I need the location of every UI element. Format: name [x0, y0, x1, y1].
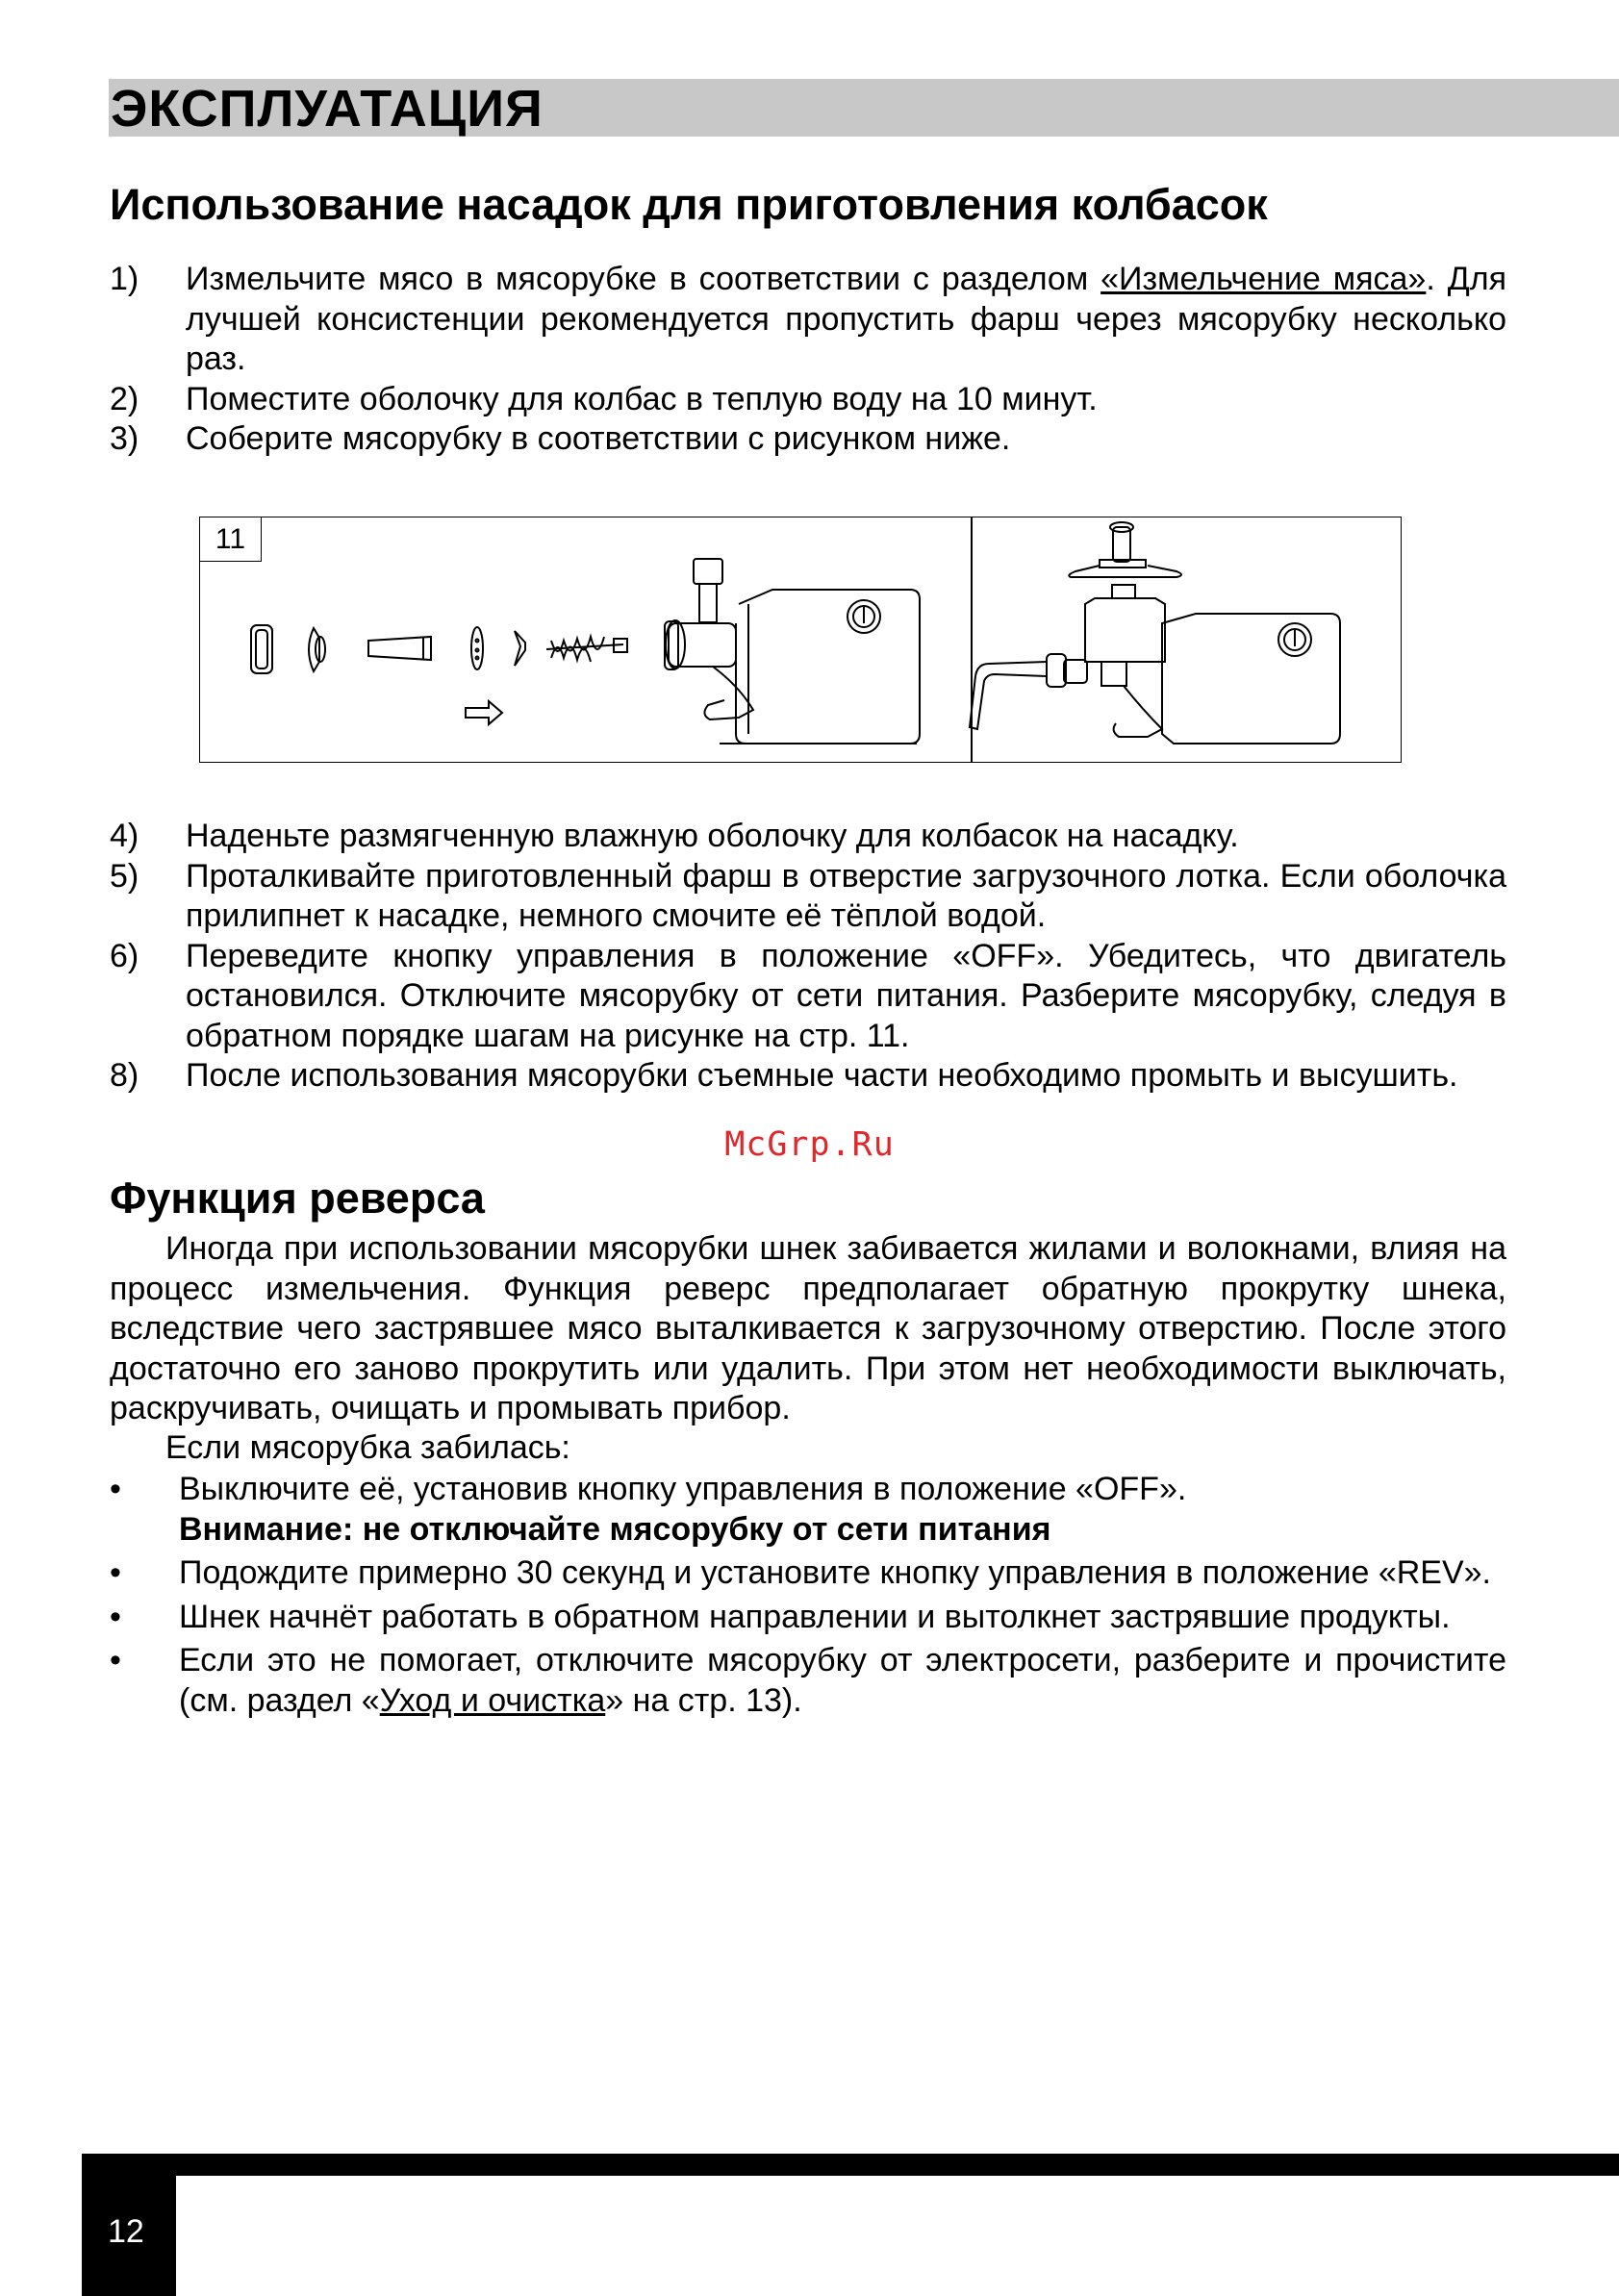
step-text-after: . Для лучшей консистенции рекомендуется пропустить фарш через мясорубку несколько раз. — [186, 261, 1506, 377]
step-number: 4) — [110, 818, 139, 854]
list-item — [110, 380, 1506, 420]
reverse-paragraph: Иногда при использовании мясорубки шнек забивается жилами и волокнами, влияя на процесс измельчения. Функция реверс предполагает обратную прокрутку шнека, вследствие чего застрявшее мясо выталкивается к загрузочному отверстию. После этого достаточно его заново прокрутить или удалить. При этом нет необходимости выключать, раскручивать, очищать и промывать прибор. — [110, 1230, 1506, 1426]
step-number: 1) — [110, 261, 139, 297]
step-text: После использования мясорубки съемные части необходимо промыть и высушить. — [186, 1057, 1458, 1094]
list-item — [110, 1470, 1506, 1550]
step-number: 2) — [110, 380, 139, 417]
bullet-icon: • — [110, 1554, 121, 1591]
bullet-text-after: » на стр. 13). — [605, 1681, 802, 1719]
step-text-before: Измельчите мясо в мясорубке в соответствии с разделом — [186, 261, 1101, 297]
bullet-text: Подождите примерно 30 секунд и установите кнопку управления в положение «REV». — [179, 1554, 1492, 1591]
ring-nut-icon — [251, 625, 272, 673]
figure-number: 11 — [200, 517, 262, 562]
meat-grinder-assembled-icon — [970, 522, 1340, 744]
step-number: 6) — [110, 937, 139, 974]
list-item — [110, 1598, 1506, 1638]
section-title: ЭКСПЛУАТАЦИЯ — [111, 80, 544, 138]
cutting-plate-icon — [471, 627, 483, 669]
reverse-heading: Функция реверса — [110, 1173, 485, 1223]
footer-panel — [176, 2176, 1619, 2296]
step-number: 5) — [110, 857, 139, 895]
watermark: McGrp.Ru — [724, 1125, 895, 1164]
meat-grinder-illustration — [200, 517, 1403, 764]
section-header-bar — [109, 79, 1619, 137]
steps-list-bottom — [110, 817, 1506, 1097]
assembly-figure — [199, 517, 1402, 763]
list-item — [110, 817, 1506, 857]
sausage-heading: Использование насадок для приготовления колбасок — [110, 180, 1268, 229]
arrow-right-icon — [466, 701, 502, 724]
list-item — [110, 419, 1506, 460]
step-text: Соберите мясорубку в соответствии с рисунком ниже. — [186, 420, 1011, 457]
list-item — [110, 1553, 1506, 1594]
list-item — [110, 260, 1506, 380]
step-text: Наденьте размягченную влажную оболочку для колбасок на насадку. — [186, 818, 1239, 854]
step-text: Переведите кнопку управления в положение «OFF». Убедитесь, что двигатель остановился. Отключите мясорубку от сети питания. Разберите мясорубку, следуя в обратном порядке шагам на рисунке на стр. 11. — [186, 937, 1506, 1054]
warning-text: Внимание: не отключайте мясорубку от сети питания — [179, 1510, 1051, 1548]
steps-list-top — [110, 260, 1506, 460]
bullet-icon: • — [110, 1471, 121, 1507]
bullet-text-wrap — [179, 1470, 1506, 1550]
page-number: 12 — [108, 2213, 144, 2250]
list-item — [110, 937, 1506, 1057]
auger-icon — [546, 637, 627, 662]
step-text — [186, 260, 1506, 380]
bullet-text — [179, 1641, 1506, 1721]
section-link-mincing[interactable]: «Измельчение мяса» — [1100, 261, 1427, 297]
blade-icon — [515, 631, 525, 666]
bullet-text: Выключите её, установив кнопку управления в положение «OFF». — [179, 1471, 1187, 1507]
step-text: Проталкивайте приготовленный фарш в отверстие загрузочного лотка. Если оболочка прилипнет к насадке, немного смочите её тёплой водой. — [186, 857, 1506, 934]
bullet-icon: • — [110, 1598, 121, 1635]
reverse-bullets — [110, 1470, 1506, 1721]
list-item — [110, 1056, 1506, 1097]
meat-grinder-body-icon — [665, 559, 920, 744]
sausage-nozzle-icon — [368, 637, 431, 660]
step-number: 8) — [110, 1057, 139, 1094]
flange-icon — [309, 628, 325, 671]
bullet-text: Шнек начнёт работать в обратном направлении и вытолкнет застрявшие продукты. — [179, 1598, 1451, 1635]
step-text: Поместите оболочку для колбас в теплую воду на 10 минут. — [186, 380, 1098, 417]
section-link-care[interactable]: Уход и очистка — [379, 1681, 606, 1719]
list-item — [110, 1641, 1506, 1721]
if-clogged-text: Если мясорубка забилась: — [165, 1429, 570, 1466]
bullet-icon: • — [110, 1642, 121, 1678]
step-number: 3) — [110, 420, 139, 457]
list-item — [110, 857, 1506, 937]
bullet-text-before: Если это не помогает, отключите мясорубку от электросети, разберите и прочистите (см. раздел « — [179, 1642, 1506, 1719]
